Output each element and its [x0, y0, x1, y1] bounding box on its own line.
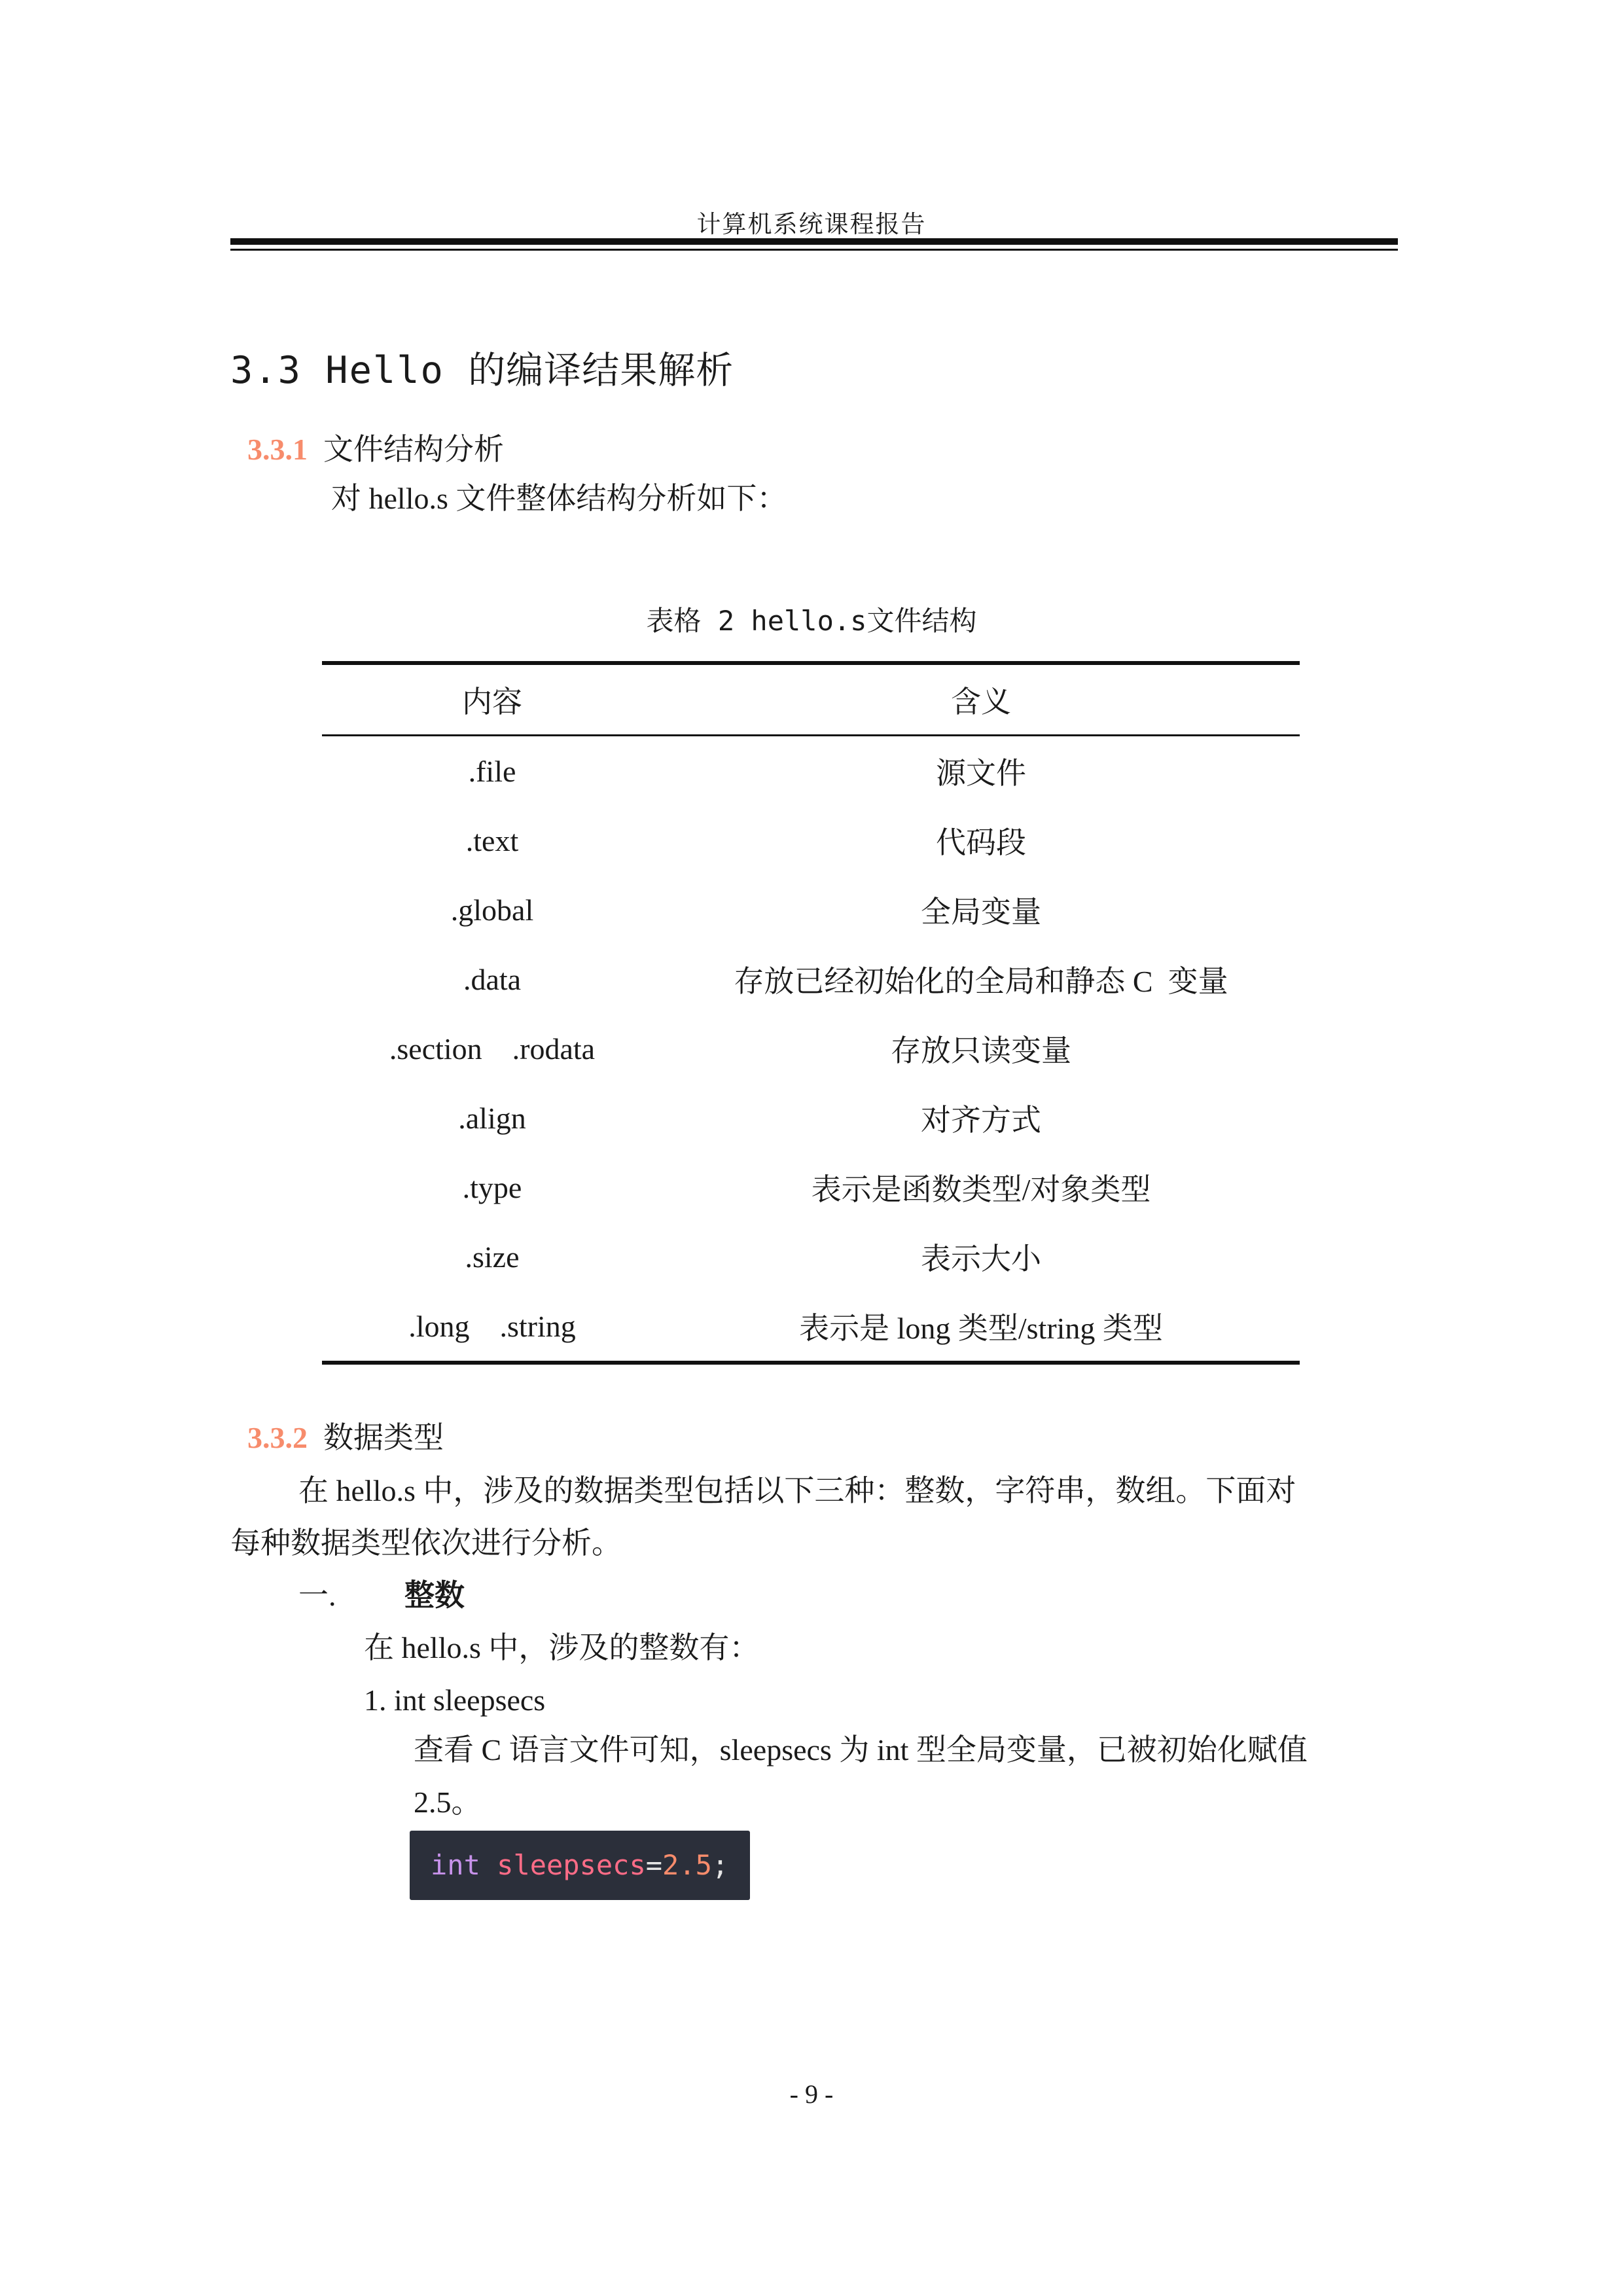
table-cell: .text [465, 823, 519, 857]
table-cell: 表示是 long 类型/string 类型 [662, 1291, 1300, 1363]
intro-paragraph: 对 hello.s 文件整体结构分析如下： [331, 482, 787, 515]
table-row [322, 736, 1300, 806]
subsection-title: 数据类型 [323, 1421, 444, 1454]
list-marker: 一. [298, 1579, 336, 1612]
data-types-paragraph-line1: 在 hello.s 中，涉及的数据类型包括以下三种：整数，字符串，数组。下面对 [298, 1474, 1296, 1507]
table-caption [0, 600, 1623, 639]
table-cell: 表示是函数类型/对象类型 [811, 1173, 1151, 1206]
point-label: 1. int sleepsecs [364, 1683, 546, 1717]
table-row [322, 1222, 1300, 1291]
table-row [322, 875, 1300, 944]
header-rule-thick [230, 238, 1398, 245]
table-cell: 表示大小 [921, 1242, 1041, 1276]
table-row [322, 806, 1300, 875]
code-terminator: ; [711, 1849, 729, 1881]
table-cell: .file [468, 754, 516, 788]
table-cell: .long .string [322, 1291, 662, 1363]
table-row [322, 1153, 1300, 1222]
column-header: 含义 [662, 663, 1300, 736]
table-cell: .type [462, 1170, 522, 1204]
data-types-paragraph-line2: 每种数据类型依次进行分析。 [230, 1526, 622, 1560]
caption-suffix: 文件结构 [866, 607, 977, 637]
running-header: 计算机系统课程报告 [696, 211, 927, 238]
column-header: 内容 [322, 663, 662, 736]
point-description-line1: 查看 C 语言文件可知，sleepsecs 为 int 型全局变量，已被初始化赋值 [414, 1733, 1308, 1767]
section-latin: Hello [325, 349, 444, 392]
code-snippet [410, 1831, 750, 1900]
code-operator: = [645, 1849, 663, 1881]
code-keyword: int [431, 1849, 480, 1881]
table-row [322, 1083, 1300, 1153]
section-cjk-title: 的编译结果解析 [468, 349, 734, 392]
subsection-number: 3.3.2 [247, 1421, 308, 1454]
table-cell: .global [450, 893, 534, 927]
table-cell: 代码段 [936, 826, 1026, 859]
integer-intro: 在 hello.s 中，涉及的整数有： [364, 1631, 760, 1664]
subsection-number: 3.3.1 [247, 433, 308, 466]
header-rule-thin [230, 249, 1398, 251]
table-cell: .align [458, 1101, 526, 1135]
caption-prefix: 表格 [646, 607, 702, 637]
table-cell: .data [463, 962, 522, 996]
table-cell: .size [465, 1240, 520, 1274]
caption-number: 2 hello.s [701, 605, 867, 637]
subsection-heading-2 [247, 1414, 444, 1457]
code-variable: sleepsecs [497, 1849, 646, 1881]
table-cell: 对齐方式 [921, 1103, 1041, 1137]
table-row [322, 944, 1300, 1014]
table-header-row [322, 663, 1300, 736]
table-cell: 存放已经初始化的全局和静态 C 变量 [734, 965, 1228, 998]
subsection-title: 文件结构分析 [323, 433, 504, 466]
subsection-heading-1 [247, 425, 504, 469]
page-number: - 9 - [789, 2079, 834, 2109]
list-item-title: 整数 [404, 1579, 465, 1612]
structure-table [322, 661, 1300, 1365]
section-number: 3.3 [230, 349, 302, 392]
table-row [322, 1014, 1300, 1083]
table-row [322, 1291, 1300, 1363]
table-cell: .section .rodata [389, 1031, 596, 1066]
section-heading [230, 340, 734, 394]
table-cell: 源文件 [936, 757, 1026, 790]
point-description-line2: 2.5。 [414, 1785, 482, 1819]
code-number: 2.5 [662, 1849, 712, 1881]
table-cell: 全局变量 [921, 895, 1041, 929]
table-cell: 存放只读变量 [891, 1034, 1071, 1067]
